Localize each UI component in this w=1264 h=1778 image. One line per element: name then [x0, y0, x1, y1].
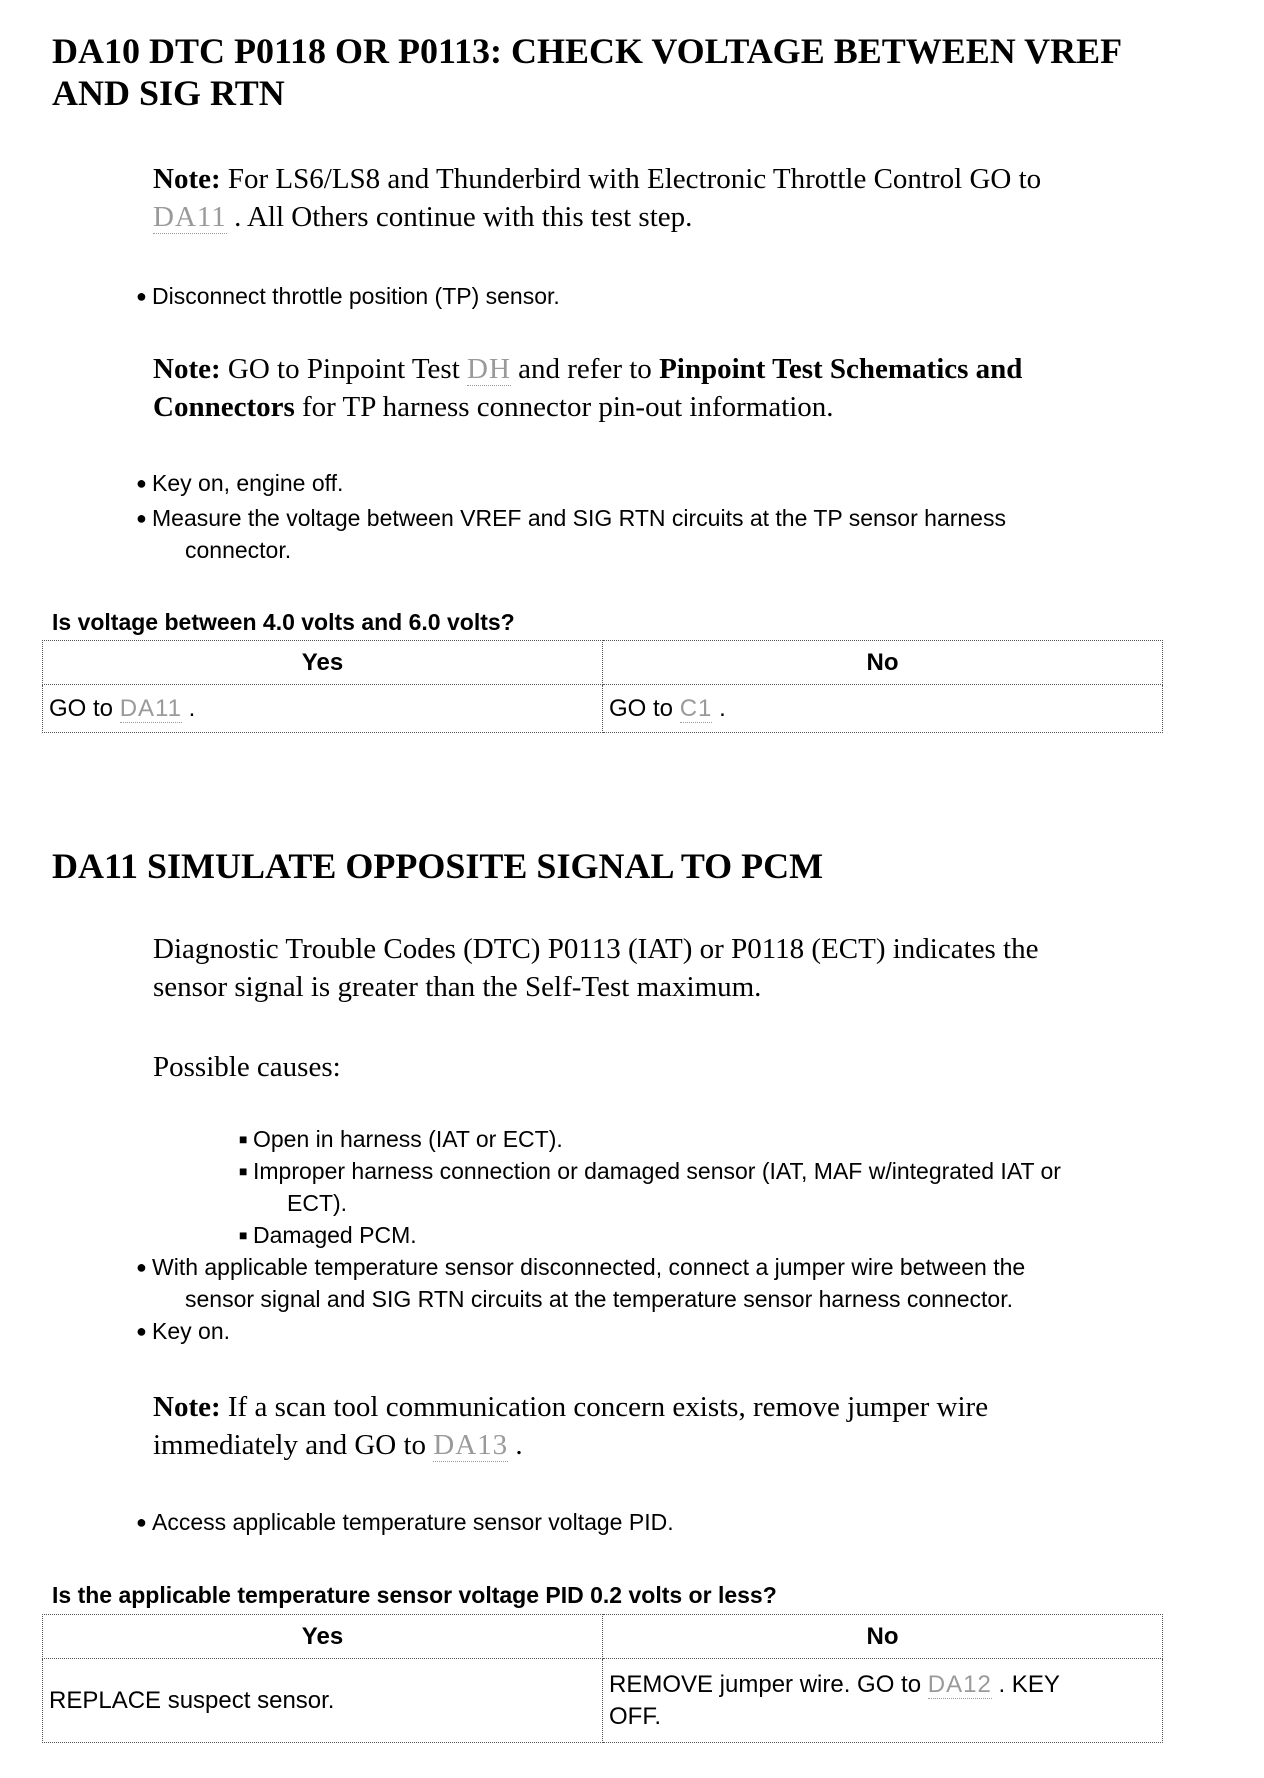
bullet-measure-cont: [185, 534, 291, 566]
square-bullet-icon: ■: [239, 1131, 248, 1147]
no-header: No: [603, 1615, 1163, 1659]
cause-item: [239, 1155, 1061, 1187]
bullet-dot-icon: ●: [136, 1512, 147, 1532]
note-label: Note:: [153, 163, 221, 195]
note-bold: Pinpoint Test Schematics and: [659, 353, 1023, 385]
bullet-text: Disconnect throttle position (TP) sensor.: [152, 283, 560, 309]
yes-no-table-da10: [42, 640, 1163, 733]
no-cell: [603, 1659, 1163, 1743]
note-scan-tool: [153, 1388, 988, 1464]
paragraph-dtc: [153, 930, 1038, 1006]
note-bold: Connectors: [153, 391, 295, 423]
square-bullet-icon: ■: [239, 1163, 248, 1179]
section-title-da10: [52, 30, 1122, 114]
question-da11: Is the applicable temperature sensor voltage PID 0.2 volts or less?: [52, 1582, 777, 1608]
cause-item-cont: [287, 1187, 347, 1219]
cause-item: [239, 1219, 417, 1251]
bullet-text: sensor signal and SIG RTN circuits at the temperature sensor harness connector.: [185, 1286, 1013, 1312]
paragraph-line: Diagnostic Trouble Codes (DTC) P0113 (IAT) or P0118 (ECT) indicates the: [153, 933, 1039, 965]
cell-text: GO to: [609, 694, 674, 722]
note-etc: [153, 160, 1041, 236]
link-da13[interactable]: DA13: [433, 1429, 509, 1461]
cell-text: OFF.: [609, 1702, 661, 1730]
paragraph-line: sensor signal is greater than the Self-Test maximum.: [153, 971, 762, 1003]
cell-text: .: [719, 694, 726, 722]
yes-cell: [43, 1659, 603, 1743]
note-text: GO to Pinpoint Test: [227, 353, 460, 385]
cause-text: ECT).: [287, 1190, 348, 1216]
question-da10: Is voltage between 4.0 volts and 6.0 volts?: [52, 609, 515, 635]
cause-text: Damaged PCM.: [253, 1222, 417, 1248]
square-bullet-icon: ■: [239, 1227, 248, 1243]
cell-text: . KEY: [998, 1670, 1060, 1698]
cause-text: Open in harness (IAT or ECT).: [253, 1126, 563, 1152]
section-title-da11: DA11 SIMULATE OPPOSITE SIGNAL TO PCM: [52, 846, 824, 886]
bullet-text: Key on.: [152, 1318, 230, 1344]
no-header: No: [603, 641, 1163, 685]
yes-header: Yes: [43, 1615, 603, 1659]
note-text: . All Others continue with this test step.: [234, 201, 693, 233]
cause-item: [239, 1123, 563, 1155]
bullet-text: connector.: [185, 537, 292, 563]
cell-text: REPLACE suspect sensor.: [49, 1686, 335, 1714]
cause-text: Improper harness connection or damaged sensor (IAT, MAF w/integrated IAT or: [253, 1158, 1061, 1184]
cell-text: GO to: [49, 694, 114, 722]
link-da12[interactable]: DA12: [927, 1670, 992, 1698]
title-line: DA10 DTC P0118 OR P0113: CHECK VOLTAGE BETWEEN VREF: [52, 31, 1123, 71]
bullet-text: Measure the voltage between VREF and SIG RTN circuits at the TP sensor harness: [152, 505, 1006, 531]
note-pinpoint: [153, 350, 1022, 426]
bullet-dot-icon: ●: [136, 473, 147, 493]
note-text: immediately and GO to: [153, 1429, 427, 1461]
link-dh[interactable]: DH: [467, 353, 511, 385]
link-c1[interactable]: C1: [679, 694, 713, 722]
bullet-measure: [136, 502, 1006, 534]
bullet-key-on: [136, 1315, 230, 1347]
yes-header: Yes: [43, 641, 603, 685]
note-label: Note:: [153, 353, 221, 385]
bullet-access-pid: [136, 1506, 674, 1538]
bullet-jumper: [136, 1251, 1026, 1283]
bullet-dot-icon: ●: [136, 286, 147, 306]
bullet-dot-icon: ●: [136, 508, 147, 528]
note-label: Note:: [153, 1391, 221, 1423]
bullet-text: Access applicable temperature sensor voltage PID.: [152, 1509, 674, 1535]
title-line: AND SIG RTN: [52, 73, 285, 113]
yes-no-table-da11: [42, 1614, 1163, 1743]
note-text: for TP harness connector pin-out information.: [302, 391, 834, 423]
bullet-text: With applicable temperature sensor disconnected, connect a jumper wire between the: [152, 1254, 1026, 1280]
note-text: .: [515, 1429, 523, 1461]
cell-text: REMOVE jumper wire. GO to: [609, 1670, 922, 1698]
note-text: For LS6/LS8 and Thunderbird with Electronic Throttle Control GO to: [227, 163, 1042, 195]
possible-causes-label: Possible causes:: [153, 1051, 341, 1083]
yes-cell: [43, 685, 603, 733]
bullet-dot-icon: ●: [136, 1257, 147, 1277]
link-da11[interactable]: DA11: [153, 201, 227, 233]
no-cell: [603, 685, 1163, 733]
bullet-disconnect-tp: [136, 280, 560, 312]
note-text: and refer to: [518, 353, 652, 385]
bullet-jumper-cont: [185, 1283, 1013, 1315]
note-text: If a scan tool communication concern exists, remove jumper wire: [227, 1391, 989, 1423]
bullet-key-on: [136, 467, 344, 499]
bullet-dot-icon: ●: [136, 1321, 147, 1341]
cell-text: .: [188, 694, 196, 722]
link-da11[interactable]: DA11: [119, 694, 182, 722]
bullet-text: Key on, engine off.: [152, 470, 344, 496]
